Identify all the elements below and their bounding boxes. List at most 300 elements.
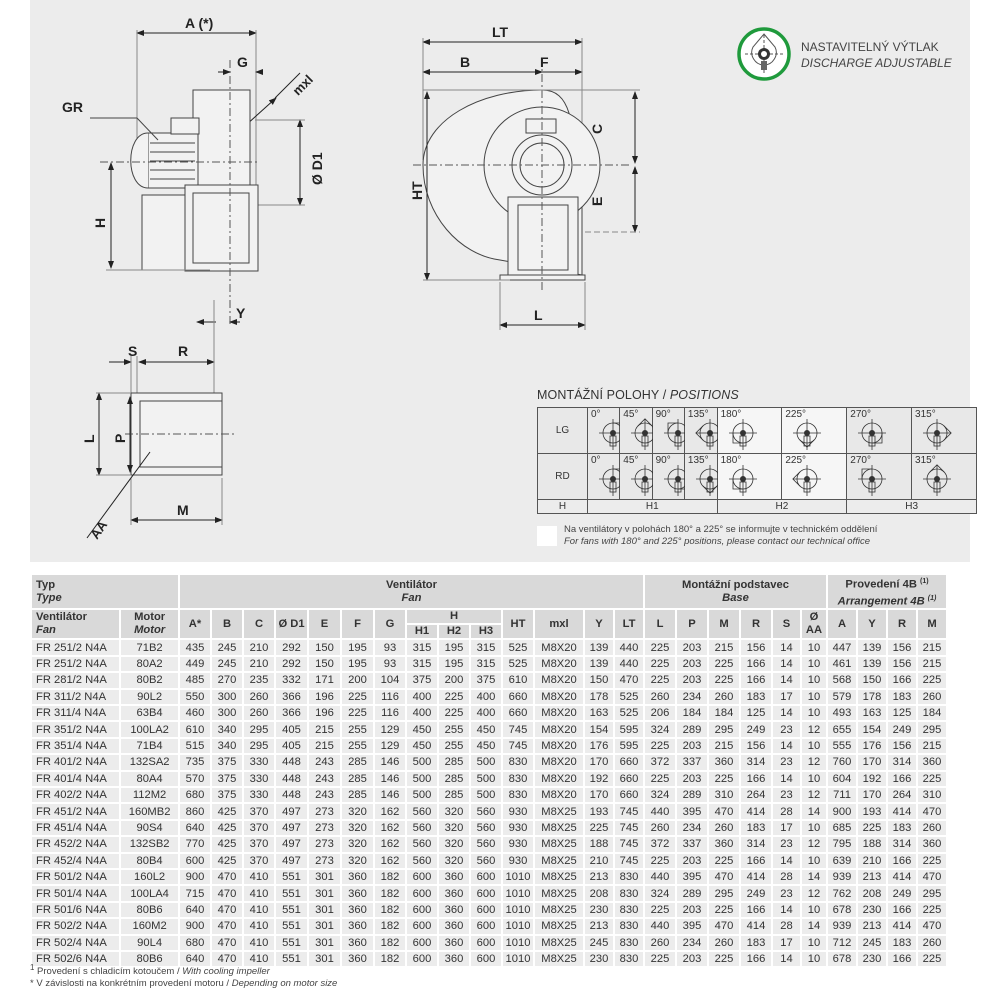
col-header-E: E (309, 610, 340, 638)
dimension-cell: 470 (212, 919, 242, 933)
dimension-cell: 310 (709, 788, 739, 802)
rotation-label-rd (538, 454, 588, 500)
dimension-cell: 314 (741, 837, 771, 851)
angle-label: 180° (720, 455, 742, 466)
dimension-cell: 195 (439, 640, 469, 654)
dim-label-P: P (112, 433, 128, 443)
dimension-cell: 225 (645, 952, 675, 966)
h-label: H (538, 500, 588, 514)
dimension-cell: 183 (741, 690, 771, 704)
angle-label: 315° (915, 455, 936, 466)
footnote-1-cz: Provedení s chladicím kotoučem / (34, 966, 183, 978)
dimension-cell: 225 (709, 952, 739, 966)
dimension-cell: 440 (615, 657, 643, 671)
dimension-cell: 182 (375, 886, 405, 900)
table-row (32, 706, 946, 720)
table-row (32, 772, 946, 786)
motor-cell: 71B4 (121, 739, 178, 753)
dimension-cell: 301 (309, 952, 340, 966)
dimension-cell: 225 (858, 821, 886, 835)
col-aa-top: Ø (809, 611, 819, 624)
dimension-cell: 712 (828, 936, 856, 950)
dimension-cell: 660 (615, 788, 643, 802)
fan-type-cell: FR 501/6 N4A (32, 903, 119, 917)
dimension-cell: 600 (471, 936, 501, 950)
dimension-cell: 525 (615, 706, 643, 720)
fan-type-cell: FR 401/4 N4A (32, 772, 119, 786)
fan-type-cell: FR 502/6 N4A (32, 952, 119, 966)
dim-label-GR: GR (62, 99, 83, 115)
motor-cell: 80B6 (121, 903, 178, 917)
dimension-cell: 166 (888, 673, 916, 687)
dimension-cell: 395 (677, 870, 707, 884)
dimension-cell: 230 (858, 952, 886, 966)
dimension-cell: 440 (645, 919, 675, 933)
dimension-cell: 243 (309, 772, 340, 786)
dim-label-L-base: L (81, 434, 97, 443)
footnote-1 (30, 962, 337, 978)
dimension-cell: 225 (645, 772, 675, 786)
dimension-cell: 366 (276, 690, 307, 704)
dimension-cell: 410 (244, 886, 274, 900)
dim-label-M: M (177, 502, 189, 518)
dimension-cell: 210 (585, 854, 613, 868)
col-header-H2: H2 (439, 625, 469, 638)
dimension-cell: 330 (244, 755, 274, 769)
dimension-cell: 595 (615, 722, 643, 736)
dim-label-F: F (540, 54, 549, 70)
dimension-cell: 560 (407, 854, 437, 868)
dimension-cell: 225 (645, 854, 675, 868)
position-cell (717, 408, 782, 454)
mounting-positions (537, 388, 977, 552)
dimension-cell: 150 (585, 673, 613, 687)
dimension-cell: 273 (309, 837, 340, 851)
dimension-cell: 450 (471, 739, 501, 753)
dimension-cell: 470 (212, 952, 242, 966)
dimension-cell: 260 (645, 821, 675, 835)
dimension-cell: 300 (212, 706, 242, 720)
dim-label-HT: HT (409, 181, 425, 200)
note-cz: Na ventilátory v polohách 180° a 225° se informujte v technickém oddělení (564, 524, 878, 535)
dimension-cell: 324 (645, 886, 675, 900)
table-row (32, 919, 946, 933)
dimension-cell: 400 (471, 706, 501, 720)
badge-line-en: DISCHARGE ADJUSTABLE (801, 56, 952, 70)
motor-cell: 160L2 (121, 870, 178, 884)
dimension-cell: 260 (918, 690, 946, 704)
dimension-cell: 375 (407, 673, 437, 687)
col-header-mxl: mxl (535, 610, 583, 638)
dim-label-S: S (128, 343, 138, 359)
dimension-cell: 660 (615, 755, 643, 769)
dimension-cell: 678 (828, 952, 856, 966)
dimension-cell: 213 (858, 919, 886, 933)
fan-type-cell: FR 251/2 N4A (32, 657, 119, 671)
fan-type-cell: FR 502/4 N4A (32, 936, 119, 950)
dimension-cell: 28 (773, 804, 800, 818)
col-header-M: M (709, 610, 739, 638)
dim-label-G: G (237, 54, 248, 70)
dimension-cell: 745 (615, 837, 643, 851)
dimension-cell: 500 (407, 772, 437, 786)
dimension-cell: 470 (709, 919, 739, 933)
dimension-cell: 260 (645, 936, 675, 950)
dimension-cell: 273 (309, 821, 340, 835)
dimension-cell: 600 (180, 854, 210, 868)
dimension-cell: M8X20 (535, 690, 583, 704)
dimension-cell: 14 (773, 739, 800, 753)
dimension-cell: 156 (741, 640, 771, 654)
dimension-cell: 295 (709, 722, 739, 736)
dim-label-C: C (589, 123, 605, 134)
dimension-cell: 370 (244, 804, 274, 818)
dimension-cell: M8X20 (535, 657, 583, 671)
dimension-cell: 193 (858, 804, 886, 818)
dimension-cell: 435 (180, 640, 210, 654)
dimension-cell: 210 (244, 640, 274, 654)
dimension-cell: 320 (439, 804, 469, 818)
dimension-cell: 12 (802, 886, 826, 900)
table-row (32, 936, 946, 950)
dimension-cell: 146 (375, 755, 405, 769)
dimension-cell: 680 (180, 936, 210, 950)
dimension-cell: M8X20 (535, 788, 583, 802)
dimension-cell: 260 (709, 690, 739, 704)
dimension-cell: 330 (244, 788, 274, 802)
side-view-drawing (90, 30, 305, 335)
dimension-cell: 900 (180, 870, 210, 884)
dimension-cell: 225 (645, 673, 675, 687)
dimension-cell: M8X20 (535, 739, 583, 753)
dimension-cell: 579 (828, 690, 856, 704)
dimension-cell: M8X25 (535, 936, 583, 950)
dimension-cell: 400 (471, 690, 501, 704)
dimension-cell: 183 (888, 690, 916, 704)
dimension-cell: 830 (503, 772, 533, 786)
motor-cell: 80A2 (121, 657, 178, 671)
dimension-cell: 10 (802, 821, 826, 835)
dimension-cell: 600 (407, 919, 437, 933)
table-row (32, 673, 946, 687)
note-legend-swatch (537, 526, 557, 546)
col-header-AA (802, 610, 826, 638)
dimension-cell: 500 (407, 788, 437, 802)
col-motor-cz: Motor (134, 611, 166, 624)
dimension-cell: 370 (244, 821, 274, 835)
dimension-cell: 295 (244, 739, 274, 753)
dimension-cell: 215 (309, 739, 340, 753)
dimension-cell: 170 (858, 755, 886, 769)
dimension-cell: 166 (741, 772, 771, 786)
dimension-cell: 360 (918, 837, 946, 851)
dimension-cell: 260 (709, 821, 739, 835)
dimension-cell: 14 (802, 804, 826, 818)
dimension-cell: 150 (309, 657, 340, 671)
dimension-cell: 400 (407, 690, 437, 704)
dimension-cell: 745 (615, 804, 643, 818)
fan-type-cell: FR 451/2 N4A (32, 804, 119, 818)
motor-cell: 80A4 (121, 772, 178, 786)
col-header-HT: HT (503, 610, 533, 638)
fan-type-cell: FR 402/2 N4A (32, 788, 119, 802)
table-row (32, 854, 946, 868)
dimension-cell: 289 (677, 788, 707, 802)
dimension-cell: 320 (342, 821, 373, 835)
dimension-cell: 930 (503, 804, 533, 818)
dimension-cell: 146 (375, 772, 405, 786)
dimension-cell: M8X20 (535, 640, 583, 654)
dimension-cell: 215 (918, 657, 946, 671)
dimension-cell: 264 (741, 788, 771, 802)
dimension-cell: 139 (585, 657, 613, 671)
col-header-fan (32, 610, 119, 638)
dimension-cell: 213 (585, 870, 613, 884)
dimension-cell: 156 (888, 640, 916, 654)
dimension-cell: M8X20 (535, 722, 583, 736)
motor-cell: 100LA4 (121, 886, 178, 900)
dimension-cell: 1010 (503, 903, 533, 917)
fan-type-cell: FR 451/4 N4A (32, 821, 119, 835)
dimension-cell: 375 (471, 673, 501, 687)
dimension-cell: 639 (828, 854, 856, 868)
dimension-cell: 450 (407, 722, 437, 736)
dimension-cell: 14 (773, 854, 800, 868)
fan-orientation-icon (728, 462, 758, 498)
dimension-cell: 14 (773, 673, 800, 687)
fan-orientation-icon (792, 462, 822, 498)
dimension-cell: 414 (741, 919, 771, 933)
dimension-cell: 10 (802, 657, 826, 671)
dimension-cell: 470 (212, 886, 242, 900)
dimension-cell: 203 (677, 952, 707, 966)
dimension-cell: 12 (802, 755, 826, 769)
dimension-cell: 208 (858, 886, 886, 900)
dimension-cell: 655 (828, 722, 856, 736)
dimension-cell: 315 (471, 657, 501, 671)
dimension-cell: 410 (244, 903, 274, 917)
dimension-cell: 12 (802, 837, 826, 851)
front-view-drawing (413, 38, 640, 330)
dimension-cell: 470 (212, 936, 242, 950)
motor-cell: 71B2 (121, 640, 178, 654)
group-header-base (645, 575, 826, 608)
dimension-cell: 170 (858, 788, 886, 802)
dimension-cell: 225 (918, 854, 946, 868)
dimension-cell: 660 (503, 690, 533, 704)
dimension-cell: 150 (858, 673, 886, 687)
dimension-cell: 166 (888, 952, 916, 966)
table-group-header-row (32, 575, 946, 608)
dimension-cell: 660 (503, 706, 533, 720)
dimension-cell: 470 (212, 870, 242, 884)
dimension-cell: 225 (709, 673, 739, 687)
motor-cell: 90S4 (121, 821, 178, 835)
dimension-cell: 23 (773, 886, 800, 900)
position-cell (652, 454, 684, 500)
dimension-cell: M8X25 (535, 854, 583, 868)
dimension-cell: 166 (741, 657, 771, 671)
dimension-cell: 156 (741, 739, 771, 753)
dimension-cell: 255 (439, 739, 469, 753)
dimension-cell: 17 (773, 936, 800, 950)
dimension-cell: 295 (244, 722, 274, 736)
dimension-cell: 600 (471, 919, 501, 933)
position-cell (782, 454, 847, 500)
dimension-cell: 497 (276, 854, 307, 868)
dimension-cell: 12 (802, 788, 826, 802)
fan-type-cell: FR 281/2 N4A (32, 673, 119, 687)
type-en: Type (36, 591, 62, 604)
arr-cz: Provedení 4B (845, 578, 917, 591)
dimension-cell: 245 (212, 657, 242, 671)
dimension-cell: 139 (858, 657, 886, 671)
dimension-cell: 395 (677, 804, 707, 818)
dimension-cell: 470 (918, 804, 946, 818)
dimension-cell: 337 (677, 755, 707, 769)
dimension-cell: 448 (276, 788, 307, 802)
dimension-cell: 116 (375, 690, 405, 704)
col-fan-cz: Ventilátor (36, 611, 87, 624)
dimension-cell: 830 (615, 903, 643, 917)
col-header-H1: H1 (407, 625, 437, 638)
dimension-cell: 260 (244, 706, 274, 720)
dimension-cell: 104 (375, 673, 405, 687)
dimension-cell: 425 (212, 804, 242, 818)
dimension-cell: 570 (180, 772, 210, 786)
dimension-cell: 1010 (503, 870, 533, 884)
dimension-cell: 195 (342, 640, 373, 654)
col-header-H3: H3 (471, 625, 501, 638)
dimension-cell: 360 (709, 755, 739, 769)
dimension-cell: 285 (342, 755, 373, 769)
table-row (32, 788, 946, 802)
base-en: Base (722, 591, 749, 604)
dimension-cell: 600 (407, 936, 437, 950)
dimension-cell: 28 (773, 870, 800, 884)
dimension-cell: 500 (471, 772, 501, 786)
footnote-1-mark: 1 (30, 963, 35, 972)
dimension-cell: 243 (309, 755, 340, 769)
dimension-cell: 129 (375, 739, 405, 753)
arr-en: Arrangement 4B (837, 595, 925, 608)
dimension-cell: 320 (439, 854, 469, 868)
positions-h-row (538, 500, 977, 514)
motor-cell: 112M2 (121, 788, 178, 802)
footnote-2-en: Depending on motor size (231, 978, 338, 990)
dimension-cell: 260 (244, 690, 274, 704)
col-header-LT: LT (615, 610, 643, 638)
dimension-cell: 125 (741, 706, 771, 720)
dimension-cell: 210 (858, 854, 886, 868)
angle-label: 0° (591, 409, 601, 420)
dimension-cell: 830 (615, 952, 643, 966)
col-fan-en: Fan (36, 624, 56, 637)
dimension-cell: 183 (888, 821, 916, 835)
dimension-cell: 470 (212, 903, 242, 917)
col-aa-bottom: AA (805, 624, 823, 637)
dimension-cell: 360 (439, 952, 469, 966)
dimension-cell: 14 (773, 640, 800, 654)
table-row (32, 870, 946, 884)
base-cz: Montážní podstavec (682, 578, 789, 591)
dimension-cell: 196 (309, 690, 340, 704)
dimension-cell: 314 (888, 837, 916, 851)
dimension-cell: 10 (802, 854, 826, 868)
dimension-cell: 215 (918, 739, 946, 753)
dimension-cell: 225 (709, 772, 739, 786)
h-group-3: H3 (847, 500, 977, 514)
col-header-Y: Y (585, 610, 613, 638)
dimension-cell: 14 (773, 706, 800, 720)
dimension-cell: 555 (828, 739, 856, 753)
dimension-cell: 1010 (503, 886, 533, 900)
dimension-cell: 10 (802, 952, 826, 966)
table-row (32, 722, 946, 736)
dimension-cell: 470 (615, 673, 643, 687)
angle-label: 45° (623, 455, 639, 466)
dimension-cell: 795 (828, 837, 856, 851)
col-header-motor (121, 610, 178, 638)
fan-en: Fan (401, 591, 422, 604)
dim-label-L-front: L (534, 307, 543, 323)
dimension-cell: M8X25 (535, 837, 583, 851)
dimension-cell: 23 (773, 722, 800, 736)
dimension-cell: 183 (888, 936, 916, 950)
dimension-cell: 395 (677, 919, 707, 933)
dimension-cell: 551 (276, 919, 307, 933)
fan-type-cell: FR 401/2 N4A (32, 755, 119, 769)
dimension-cell: 515 (180, 739, 210, 753)
dimension-cell: 560 (471, 837, 501, 851)
type-cz: Typ (36, 578, 56, 591)
dimension-cell: 230 (858, 903, 886, 917)
dimension-cell: 370 (244, 837, 274, 851)
dimension-cell: 150 (309, 640, 340, 654)
dimension-cell: 830 (615, 870, 643, 884)
position-cell (912, 408, 977, 454)
dimension-cell: 146 (375, 788, 405, 802)
dimension-cell: 440 (615, 640, 643, 654)
dimension-cell: 375 (212, 755, 242, 769)
dimension-cell: 485 (180, 673, 210, 687)
dimension-cell: 178 (858, 690, 886, 704)
base-view-drawing (87, 330, 235, 538)
dimension-cell: 360 (342, 936, 373, 950)
fan-type-cell: FR 251/2 N4A (32, 640, 119, 654)
dimension-cell: 600 (471, 886, 501, 900)
dimension-cell: 762 (828, 886, 856, 900)
dimension-cell: 660 (615, 772, 643, 786)
dimension-cell: 171 (309, 673, 340, 687)
dimension-cell: 680 (180, 788, 210, 802)
position-cell (717, 454, 782, 500)
table-row (32, 804, 946, 818)
position-cell (588, 408, 620, 454)
dimension-cell: 225 (918, 772, 946, 786)
dimension-cell: 525 (615, 690, 643, 704)
fan-type-cell: FR 311/4 N4A (32, 706, 119, 720)
dimension-cell: 360 (342, 919, 373, 933)
dimension-cell: 295 (918, 886, 946, 900)
table-row (32, 755, 946, 769)
angle-label: 270° (850, 455, 871, 466)
position-cell (684, 408, 717, 454)
dimension-cell: 166 (741, 673, 771, 687)
angle-label: 270° (850, 409, 871, 420)
dimension-cell: 292 (276, 657, 307, 671)
dimension-cell: 285 (439, 772, 469, 786)
